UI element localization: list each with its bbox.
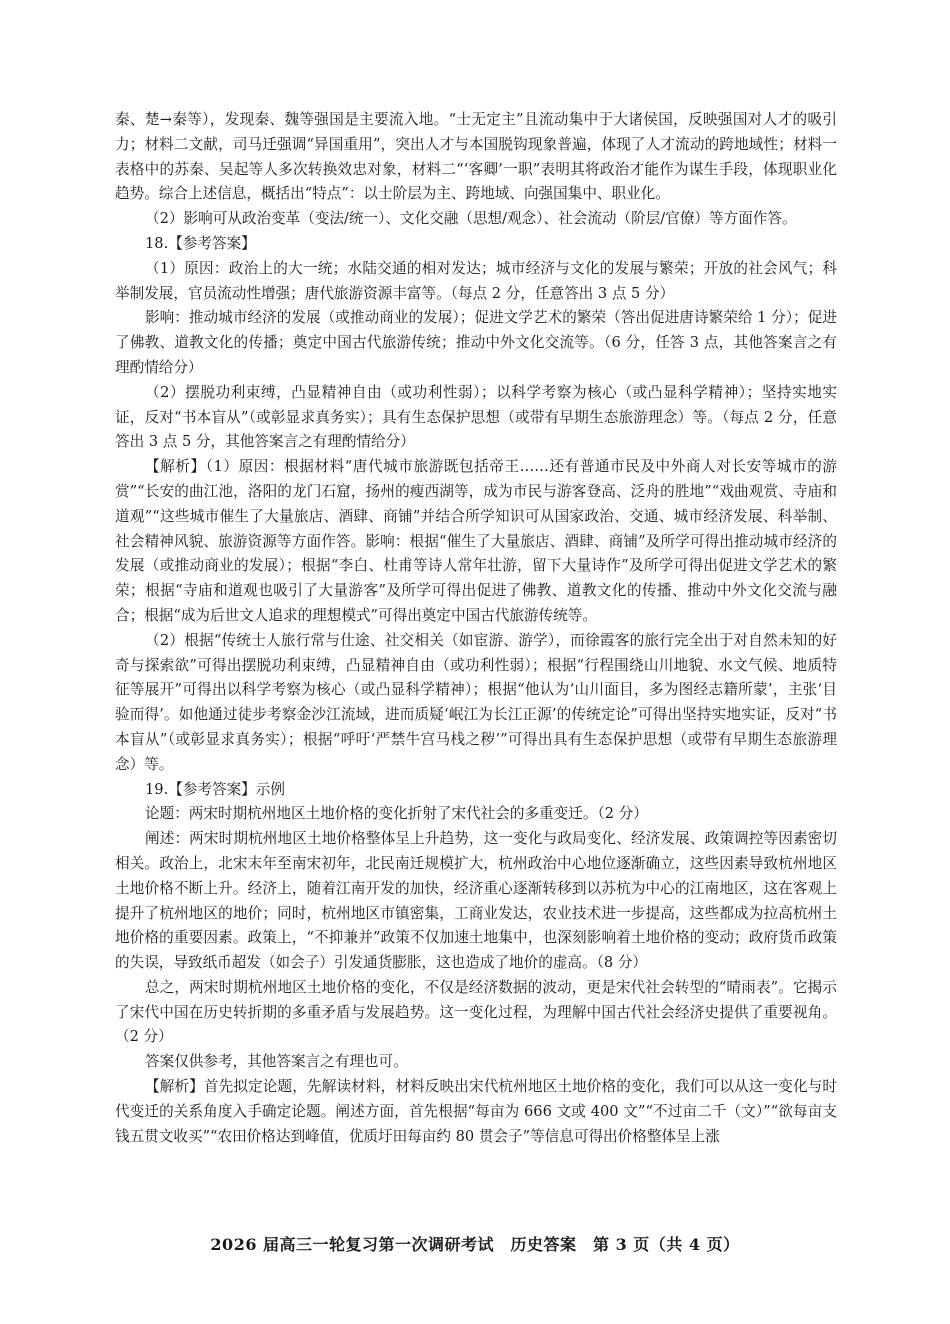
page-footer: 2026 届高三一轮复习第一次调研考试 历史答案 第 3 页（共 4 页）	[210, 1235, 740, 1254]
q18-heading: 18.【参考答案】	[145, 234, 256, 252]
q17-analysis-continued: 秦、楚→秦等），发现秦、魏等强国是主要流入地。“士无定主”且流动集中于大诸侯国，反映强国对人才的吸引力；材料二文献，司马迁强调“异国重用”，突出人才与本国脱钩现象普遍，体现了人才流动的跨地域性；材料一表格中的苏秦、吴起等人多次转换效忠对象，材料二“‘客卿’一职”表明其将政治才能作为谋生手段，体现职业化趋势。综合上述信息，概括出“特点”：以士阶层为主、跨地域、向强国集中、职业化。	[115, 111, 837, 203]
answer-page-body	[115, 108, 837, 1149]
q19-note: 答案仅供参考，其他答案言之有理也可。	[145, 1053, 408, 1071]
q19-heading: 19.【参考答案】示例	[145, 780, 285, 798]
q18-part1-impact: 影响：推动城市经济的发展（或推动商业的发展）；促进文学艺术的繁荣（答出促进唐诗繁荣给 1 分）；促进了佛教、道教文化的传播；奠定中国古代旅游传统；推动中外文化交流等。（6 分，任答 3 点，其他答案言之有理酌情给分）	[115, 309, 837, 376]
q19-conclusion: 总之，两宋时期杭州地区土地价格的变化，不仅是经济数据的波动，更是宋代社会转型的“晴雨表”。它揭示了宋代中国在历史转折期的多重矛盾与发展趋势。这一变化过程，为理解中国古代社会经济史提供了重要视角。（2 分）	[115, 978, 837, 1046]
q19-analysis: 【解析】首先拟定论题，先解读材料，材料反映出宋代杭州地区土地价格的变化，我们可以从这一变化与时代变迁的关系角度入手确定论题。阐述方面，首先根据“每亩为 666 文或 400 文”“不过亩二千（文）”“欲每亩支钱五贯文收买”“农田价格达到峰值，优质圩田每亩约 80 贯会子”等信息可得出价格整体呈上涨	[115, 1078, 837, 1145]
q18-part1-reasons: （1）原因：政治上的大一统；水陆交通的相对发达；城市经济与文化的发展与繁荣；开放的社会风气；科举制发展，官员流动性增强；唐代旅游资源丰富等。（每点 2 分，任意答出 3 点 5 分）	[115, 259, 837, 302]
q17-part2-answer: （2）影响可从政治变革（变法/统一）、文化交融（思想/观念）、社会流动（阶层/官僚）等方面作答。	[145, 210, 797, 228]
q18-analysis-part1: 【解析】（1）原因：根据材料“唐代城市旅游既包括帝王……还有普通市民及中外商人对长安等城市的游赏”“长安的曲江池，洛阳的龙门石窟，扬州的瘦西湖等，成为市民与游客登高、泛舟的胜地”“戏曲观赏、寺庙和道观”“这些城市催生了大量旅店、酒肆、商铺”并结合所学知识可从国家政治、交通、城市经济发展、科举制、社会精神风貌、旅游资源等方面作答。影响：根据“催生了大量旅店、酒肆、商铺”及所学可得出推动城市经济的发展（或推动商业的发展）；根据“李白、杜甫等诗人常年壮游，留下大量诗作”及所学可得出促进文学艺术的繁荣；根据“寺庙和道观也吸引了大量游客”及所学可得出促进了佛教、道教文化的传播、推动中外文化交流与融合；根据“成为后世文人追求的理想模式”可得出奠定中国古代旅游传统等。	[115, 458, 837, 624]
q18-analysis-part2: （2）根据“传统士人旅行常与仕途、社交相关（如宦游、游学），而徐霞客的旅行完全出于对自然未知的好奇与探索欲”可得出摆脱功利束缚，凸显精神自由（或功利性弱）；根据“行程围绕山川地貌、水文气候、地质特征等展开”可得出以科学考察为核心（或凸显科学精神）；根据“他认为‘山川面目，多为图经志籍所蒙’，主张‘目验而得’。如他通过徒步考察金沙江流域，进而质疑‘岷江为长江正源’的传统定论”可得出坚持实地实证，反对“书本盲从”（或彰显求真务实）；根据“呼吁‘严禁牛宫马栈之秽’”可得出具有生态保护思想（或带有早期生态旅游理念）等。	[115, 631, 837, 773]
q19-elaboration: 阐述：两宋时期杭州地区土地价格整体呈上升趋势，这一变化与政局变化、经济发展、政策调控等因素密切相关。政治上，北宋末年至南宋初年，北民南迁规模扩大，杭州政治中心地位逐渐确立，这些因素导致杭州地区土地价格不断上升。经济上，随着江南开发的加快，经济重心逐渐转移到以苏杭为中心的江南地区，这在客观上提升了杭州地区的地价；同时，杭州地区市镇密集，工商业发达，农业技术进一步提高，这些都成为拉高杭州土地价格的重要因素。政策上，“不抑兼并”政策不仅加速土地集中，也深刻影响着土地价格的变动；政府货币政策的失误，导致纸币超发（如会子）引发通货膨胀，这也造成了地价的虚高。（8 分）	[115, 830, 837, 972]
q19-thesis: 论题：两宋时期杭州地区土地价格的变化折射了宋代社会的多重变迁。（2 分）	[145, 805, 648, 823]
q18-part2-answer: （2）摆脱功利束缚，凸显精神自由（或功利性弱）；以科学考察为核心（或凸显科学精神）；坚持实地实证，反对“书本盲从”（或彰显求真务实）；具有生态保护思想（或带有早期生态旅游理念）等。（每点 2 分，任意答出 3 点 5 分，其他答案言之有理酌情给分）	[115, 383, 837, 451]
